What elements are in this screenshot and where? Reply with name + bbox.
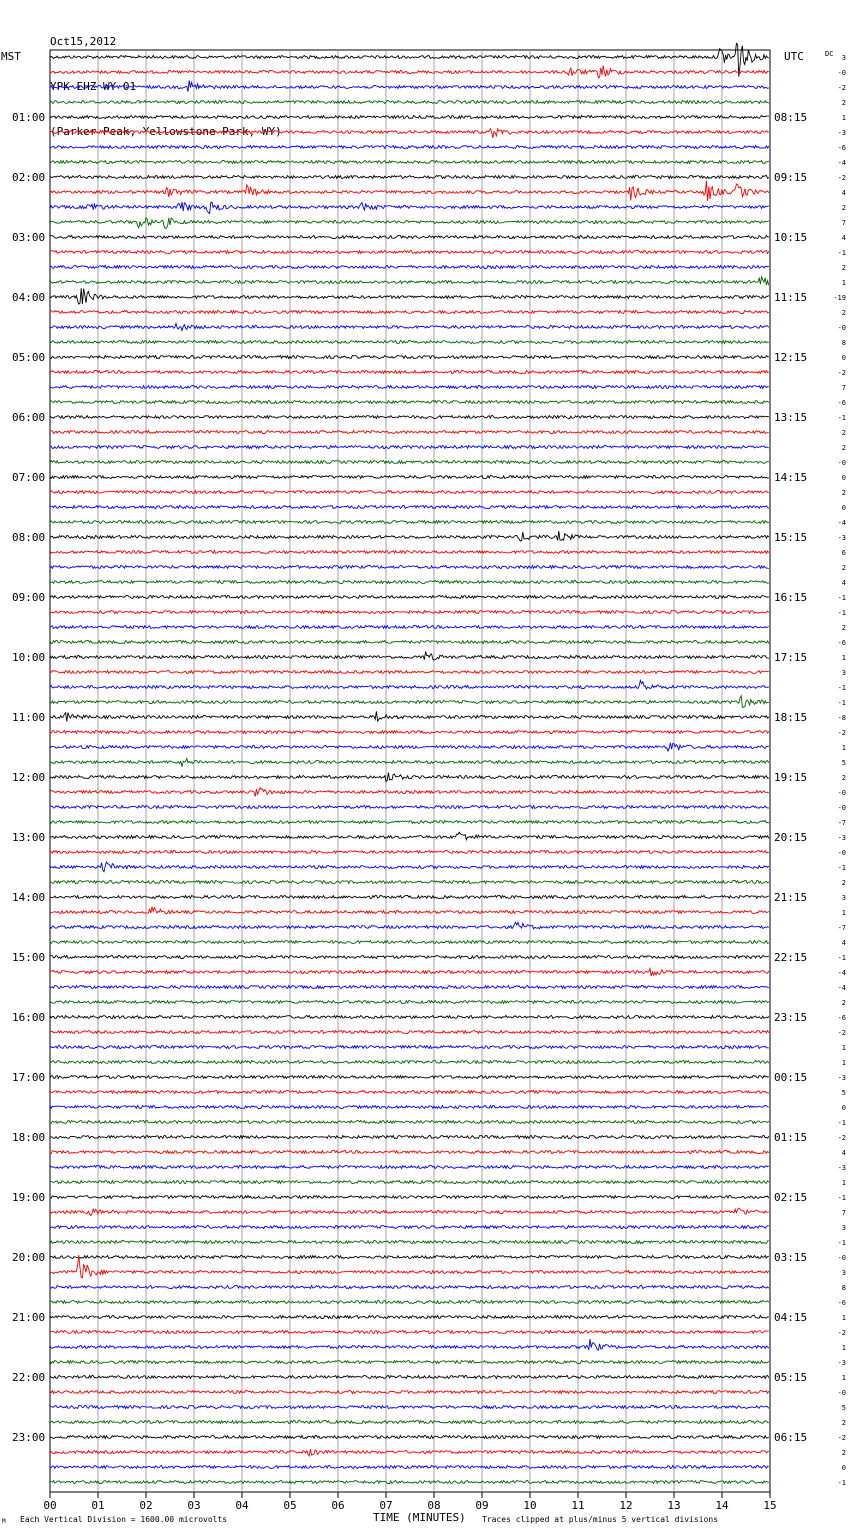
seismic-trace [50, 1226, 769, 1229]
seismic-trace [50, 371, 769, 374]
dc-offset-label: 2 [841, 1449, 846, 1457]
dc-offset-label: -3 [837, 1074, 846, 1082]
seismic-trace [50, 1466, 769, 1469]
seismic-trace [50, 986, 769, 989]
dc-offset-label: 3 [841, 1224, 846, 1232]
seismic-trace [50, 696, 769, 708]
left-hour-label: 14:00 [12, 891, 46, 904]
x-tick-label: 02 [139, 1499, 153, 1512]
dc-offset-label: 2 [841, 489, 846, 497]
seismic-trace [50, 1339, 769, 1350]
seismic-trace [50, 1208, 769, 1216]
dc-offset-label: 5 [841, 1089, 846, 1097]
seismic-trace [50, 551, 769, 554]
right-hour-label: 04:15 [774, 1311, 808, 1324]
seismic-trace [50, 476, 769, 479]
dc-offset-label: -1 [837, 249, 846, 257]
dc-offset-label: -4 [837, 159, 846, 167]
dc-offset-label: 8 [841, 339, 846, 347]
seismic-trace [50, 1181, 769, 1184]
seismic-trace [50, 161, 769, 164]
dc-offset-label: 6 [841, 549, 846, 557]
left-hour-label: 16:00 [12, 1011, 46, 1024]
dc-offset-label: 1 [841, 744, 846, 752]
seismic-trace [50, 1449, 769, 1456]
left-hour-label: 15:00 [12, 951, 46, 964]
dc-offset-label: -1 [837, 1239, 846, 1247]
seismic-trace [50, 1076, 769, 1079]
dc-offset-label: -0 [837, 789, 846, 797]
left-hour-label: 23:00 [12, 1431, 46, 1444]
x-tick-label: 06 [331, 1499, 345, 1512]
left-hour-label: 08:00 [12, 531, 46, 544]
left-hour-label: 04:00 [12, 291, 46, 304]
dc-offset-label: 7 [841, 219, 846, 227]
seismic-trace [50, 1091, 769, 1094]
dc-offset-label: -6 [837, 1014, 846, 1022]
left-hour-label: 13:00 [12, 831, 46, 844]
right-hour-label: 09:15 [774, 171, 808, 184]
dc-offset-label: 1 [841, 1044, 846, 1052]
seismic-trace [50, 711, 769, 721]
seismic-trace [50, 1406, 769, 1409]
seismic-trace [50, 1316, 769, 1319]
x-tick-label: 10 [523, 1499, 537, 1512]
dc-offset-label: -1 [837, 1194, 846, 1202]
right-timezone-label: UTC [784, 50, 804, 63]
seismic-trace [50, 521, 769, 524]
seismic-trace [50, 1031, 769, 1034]
dc-offset-label: 0 [841, 1104, 846, 1112]
x-tick-label: 12 [619, 1499, 633, 1512]
dc-offset-label: -19 [833, 294, 846, 302]
right-hour-label: 13:15 [774, 411, 808, 424]
left-hour-label: 17:00 [12, 1071, 46, 1084]
dc-offset-label: 3 [841, 894, 846, 902]
right-hour-label: 23:15 [774, 1011, 808, 1024]
left-hour-label: 07:00 [12, 471, 46, 484]
x-tick-label: 01 [91, 1499, 105, 1512]
seismic-trace [50, 266, 769, 269]
dc-offset-label: -4 [837, 984, 846, 992]
seismic-trace [50, 446, 769, 449]
left-hour-label: 20:00 [12, 1251, 46, 1264]
seismic-trace [50, 680, 769, 689]
x-axis-title: TIME (MINUTES) [373, 1511, 466, 1524]
dc-offset-label: -3 [837, 834, 846, 842]
dc-offset-label: -2 [837, 729, 846, 737]
seismic-trace [50, 1121, 769, 1124]
right-hour-label: 00:15 [774, 1071, 808, 1084]
dc-offset-label: 1 [841, 114, 846, 122]
dc-offset-label: -2 [837, 1029, 846, 1037]
dc-offset-label: 4 [841, 1149, 846, 1157]
dc-header: DC [825, 50, 834, 58]
dc-offset-label: -2 [837, 1134, 846, 1142]
seismic-trace [50, 1106, 769, 1109]
dc-offset-label: 5 [841, 759, 846, 767]
dc-offset-label: 0 [841, 354, 846, 362]
dc-offset-label: -1 [837, 684, 846, 692]
x-tick-label: 09 [475, 1499, 489, 1512]
seismic-trace [50, 288, 769, 304]
seismic-trace [50, 324, 769, 331]
seismic-trace [50, 1286, 769, 1289]
seismic-trace [50, 641, 769, 644]
seismic-trace [50, 491, 769, 494]
left-hour-label: 09:00 [12, 591, 46, 604]
dc-offset-label: -0 [837, 1254, 846, 1262]
seismic-trace [50, 202, 769, 214]
seismic-trace [50, 832, 769, 840]
dc-offset-label: 3 [841, 1269, 846, 1277]
dc-offset-label: -1 [837, 1119, 846, 1127]
x-tick-label: 14 [715, 1499, 729, 1512]
seismic-trace [50, 788, 769, 797]
right-hour-label: 16:15 [774, 591, 808, 604]
right-hour-label: 06:15 [774, 1431, 808, 1444]
seismic-trace [50, 773, 769, 782]
seismic-trace [50, 401, 769, 404]
seismic-trace [50, 531, 769, 541]
dc-offset-label: -0 [837, 849, 846, 857]
left-hour-label: 10:00 [12, 651, 46, 664]
dc-offset-label: 7 [841, 384, 846, 392]
seismic-trace [50, 1241, 769, 1244]
seismic-trace [50, 1376, 769, 1379]
dc-offset-label: 1 [841, 1344, 846, 1352]
right-hour-label: 05:15 [774, 1371, 808, 1384]
dc-offset-label: -1 [837, 594, 846, 602]
seismic-trace [50, 386, 769, 389]
dc-offset-label: 5 [841, 1404, 846, 1412]
seismic-trace [50, 66, 769, 78]
seismic-trace [50, 1016, 769, 1019]
dc-offset-label: -3 [837, 1164, 846, 1172]
left-hour-label: 03:00 [12, 231, 46, 244]
dc-offset-label: -6 [837, 639, 846, 647]
dc-offset-label: -1 [837, 609, 846, 617]
x-tick-label: 13 [667, 1499, 681, 1512]
seismic-trace [50, 1331, 769, 1334]
dc-offset-label: -2 [837, 84, 846, 92]
seismic-trace [50, 1436, 769, 1439]
dc-offset-label: -6 [837, 144, 846, 152]
seismic-trace [50, 821, 769, 824]
dc-offset-label: 4 [841, 579, 846, 587]
dc-offset-label: 0 [841, 474, 846, 482]
seismic-trace [50, 922, 769, 929]
left-timezone-label: MST [1, 50, 21, 63]
right-hour-label: 22:15 [774, 951, 808, 964]
seismic-trace [50, 956, 769, 959]
right-hour-label: 02:15 [774, 1191, 808, 1204]
clipping-note: Traces clipped at plus/minus 5 vertical divisions [482, 1515, 719, 1524]
seismic-trace [50, 969, 769, 977]
seismic-trace [50, 461, 769, 464]
x-tick-label: 08 [427, 1499, 441, 1512]
seismic-trace [50, 146, 769, 149]
seismic-trace [50, 506, 769, 509]
dc-offset-label: -3 [837, 534, 846, 542]
seismic-trace [50, 581, 769, 584]
seismic-trace [50, 251, 769, 254]
seismic-trace [50, 671, 769, 674]
dc-offset-label: 3 [841, 54, 846, 62]
seismic-trace [50, 1166, 769, 1169]
dc-offset-label: 8 [841, 1284, 846, 1292]
seismic-trace [50, 1151, 769, 1154]
x-tick-label: 04 [235, 1499, 249, 1512]
seismic-trace [50, 431, 769, 434]
dc-offset-label: 2 [841, 204, 846, 212]
seismic-trace [50, 1421, 769, 1424]
seismic-trace [50, 1361, 769, 1364]
left-hour-label: 05:00 [12, 351, 46, 364]
x-tick-label: 11 [571, 1499, 585, 1512]
right-hour-label: 10:15 [774, 231, 808, 244]
right-hour-label: 18:15 [774, 711, 808, 724]
vertical-division-note: Each Vertical Division = 1600.00 microvolts [20, 1515, 228, 1524]
dc-offset-label: -1 [837, 414, 846, 422]
dc-offset-label: -2 [837, 1329, 846, 1337]
left-hour-label: 21:00 [12, 1311, 46, 1324]
seismic-trace [50, 416, 769, 419]
seismic-trace [50, 1301, 769, 1304]
seismic-trace [50, 626, 769, 629]
right-hour-label: 08:15 [774, 111, 808, 124]
right-hour-label: 14:15 [774, 471, 808, 484]
dc-offset-label: 2 [841, 99, 846, 107]
x-tick-label: 15 [763, 1499, 777, 1512]
left-hour-label: 18:00 [12, 1131, 46, 1144]
seismic-trace [50, 277, 769, 285]
x-tick-label: 07 [379, 1499, 393, 1512]
dc-offset-label: 1 [841, 1314, 846, 1322]
seismic-trace [50, 851, 769, 854]
x-tick-label: 05 [283, 1499, 297, 1512]
left-hour-label: 11:00 [12, 711, 46, 724]
plot-date: Oct15,2012 [50, 35, 117, 48]
dc-offset-label: 2 [841, 1419, 846, 1427]
dc-offset-label: 1 [841, 1179, 846, 1187]
seismic-trace [50, 896, 769, 899]
dc-offset-label: 3 [841, 669, 846, 677]
dc-offset-label: 4 [841, 939, 846, 947]
dc-offset-label: 0 [841, 504, 846, 512]
seismic-trace [50, 181, 769, 201]
right-hour-label: 20:15 [774, 831, 808, 844]
seismic-trace [50, 1196, 769, 1199]
dc-offset-label: -8 [837, 714, 846, 722]
dc-offset-label: 1 [841, 1059, 846, 1067]
seismic-trace [50, 101, 769, 104]
dc-offset-label: 2 [841, 999, 846, 1007]
seismic-trace [50, 1061, 769, 1064]
dc-offset-label: 1 [841, 909, 846, 917]
seismic-trace [50, 881, 769, 884]
dc-offset-label: 2 [841, 429, 846, 437]
right-hour-label: 17:15 [774, 651, 808, 664]
right-hour-label: 12:15 [774, 351, 808, 364]
dc-offset-label: -0 [837, 804, 846, 812]
left-hour-label: 12:00 [12, 771, 46, 784]
seismic-trace [50, 758, 769, 766]
dc-offset-label: -6 [837, 399, 846, 407]
dc-offset-label: -7 [837, 819, 846, 827]
seismic-trace [50, 176, 769, 179]
seismic-trace [50, 566, 769, 569]
seismic-trace [50, 236, 769, 239]
right-hour-label: 01:15 [774, 1131, 808, 1144]
seismic-trace [50, 1391, 769, 1394]
dc-offset-label: 2 [841, 309, 846, 317]
dc-offset-label: -7 [837, 924, 846, 932]
seismic-trace [50, 1136, 769, 1139]
seismic-trace [50, 651, 769, 660]
dc-offset-label: 2 [841, 444, 846, 452]
seismic-trace [50, 1046, 769, 1049]
seismic-trace [50, 116, 769, 119]
dc-offset-label: 2 [841, 624, 846, 632]
dc-offset-label: 0 [841, 1464, 846, 1472]
left-hour-label: 02:00 [12, 171, 46, 184]
right-hour-label: 19:15 [774, 771, 808, 784]
dc-offset-label: -3 [837, 1359, 846, 1367]
dc-offset-label: -1 [837, 864, 846, 872]
station-location: (Parker Peak, Yellowstone Park, WY) [50, 125, 282, 138]
seismic-trace [50, 1481, 769, 1484]
seismic-trace [50, 356, 769, 359]
dc-offset-label: 4 [841, 189, 846, 197]
dc-offset-label: 7 [841, 1209, 846, 1217]
dc-offset-label: -1 [837, 699, 846, 707]
left-hour-label: 19:00 [12, 1191, 46, 1204]
seismic-trace [50, 311, 769, 314]
x-tick-label: 00 [43, 1499, 57, 1512]
dc-offset-label: -3 [837, 129, 846, 137]
dc-offset-label: 2 [841, 879, 846, 887]
station-code: YPK EHZ WY 01 [50, 80, 137, 93]
dc-offset-label: -0 [837, 69, 846, 77]
dc-offset-label: -1 [837, 1479, 846, 1487]
corner-mark: M [2, 1518, 6, 1525]
dc-offset-label: 4 [841, 234, 846, 242]
seismic-trace [50, 129, 769, 138]
seismic-trace [50, 862, 769, 872]
dc-offset-label: -0 [837, 459, 846, 467]
seismic-trace [50, 941, 769, 944]
x-tick-label: 03 [187, 1499, 201, 1512]
left-hour-label: 06:00 [12, 411, 46, 424]
seismic-trace [50, 341, 769, 344]
right-hour-label: 11:15 [774, 291, 808, 304]
seismic-trace [50, 611, 769, 614]
seismic-trace [50, 907, 769, 914]
dc-offset-label: -0 [837, 1389, 846, 1397]
seismic-trace [50, 743, 769, 751]
dc-offset-label: -1 [837, 954, 846, 962]
dc-offset-label: -6 [837, 1299, 846, 1307]
seismic-trace [50, 731, 769, 734]
dc-offset-label: 1 [841, 1374, 846, 1382]
seismic-trace [50, 1256, 769, 1259]
left-hour-label: 22:00 [12, 1371, 46, 1384]
right-hour-label: 03:15 [774, 1251, 808, 1264]
left-hour-label: 01:00 [12, 111, 46, 124]
seismic-trace [50, 80, 769, 91]
dc-offset-label: -4 [837, 969, 846, 977]
dc-offset-label: -4 [837, 519, 846, 527]
dc-offset-label: -0 [837, 324, 846, 332]
seismic-trace [50, 1001, 769, 1004]
dc-offset-label: 2 [841, 264, 846, 272]
right-hour-label: 21:15 [774, 891, 808, 904]
dc-offset-label: 2 [841, 774, 846, 782]
right-hour-label: 15:15 [774, 531, 808, 544]
dc-offset-label: 1 [841, 279, 846, 287]
dc-offset-label: 1 [841, 654, 846, 662]
dc-offset-label: 2 [841, 564, 846, 572]
seismic-trace [50, 218, 769, 229]
dc-offset-label: -2 [837, 369, 846, 377]
seismic-trace [50, 806, 769, 809]
dc-offset-label: -2 [837, 1434, 846, 1442]
seismic-trace [50, 596, 769, 599]
dc-offset-label: -2 [837, 174, 846, 182]
